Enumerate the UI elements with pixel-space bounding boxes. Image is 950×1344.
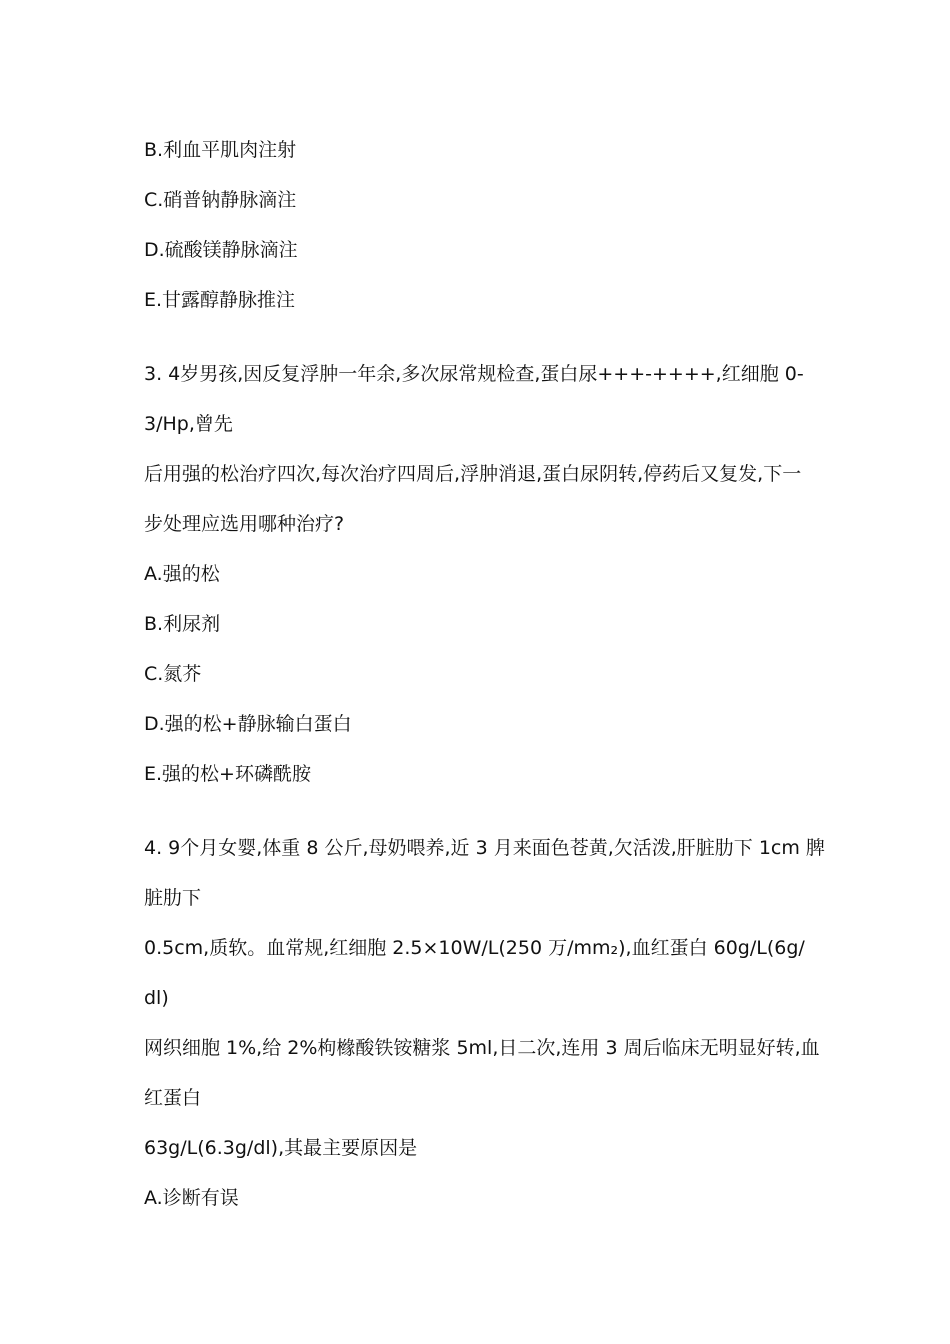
question-4-stem-line-5: 网织细胞 1%,给 2%枸橼酸铁铵糖浆 5ml,日二次,连用 3 周后临床无明显好转,血	[144, 1037, 820, 1059]
question-3-option-c: C.氮芥	[144, 663, 202, 685]
question-3-option-b: B.利尿剂	[144, 613, 221, 635]
question-4-stem-line-7: 63g/L(6.3g/dl),其最主要原因是	[144, 1137, 418, 1159]
option-c-nitroprusside: C.硝普钠静脉滴注	[144, 189, 297, 211]
question-3-stem-line-1: 3. 4岁男孩,因反复浮肿一年余,多次尿常规检查,蛋白尿+++-++++,红细胞 0-	[144, 363, 804, 385]
option-b-reserpine: B.利血平肌肉注射	[144, 139, 297, 161]
question-3-option-a: A.强的松	[144, 563, 220, 585]
question-4-stem-line-1: 4. 9个月女婴,体重 8 公斤,母奶喂养,近 3 月来面色苍黄,欠活泼,肝脏肋下 1cm 脾	[144, 837, 825, 859]
question-3-option-e: E.强的松+环磷酰胺	[144, 763, 311, 785]
question-4-option-a: A.诊断有误	[144, 1187, 239, 1209]
question-3-stem-line-2: 3/Hp,曾先	[144, 413, 233, 435]
question-3-stem-line-3: 后用强的松治疗四次,每次治疗四周后,浮肿消退,蛋白尿阴转,停药后又复发,下一	[144, 463, 802, 485]
option-e-mannitol: E.甘露醇静脉推注	[144, 289, 296, 311]
question-4-stem-line-6: 红蛋白	[144, 1087, 202, 1109]
question-4-stem-line-3: 0.5cm,质软。血常规,红细胞 2.5×10W/L(250 万/mm₂),血红蛋白 60g/L(6g/	[144, 937, 805, 959]
question-4-stem-line-4: dl)	[144, 987, 169, 1009]
question-3-option-d: D.强的松+静脉输白蛋白	[144, 713, 352, 735]
option-d-magnesium-sulfate: D.硫酸镁静脉滴注	[144, 239, 298, 261]
question-4-stem-line-2: 脏肋下	[144, 887, 202, 909]
question-3-stem-line-4: 步处理应选用哪种治疗?	[144, 513, 345, 535]
